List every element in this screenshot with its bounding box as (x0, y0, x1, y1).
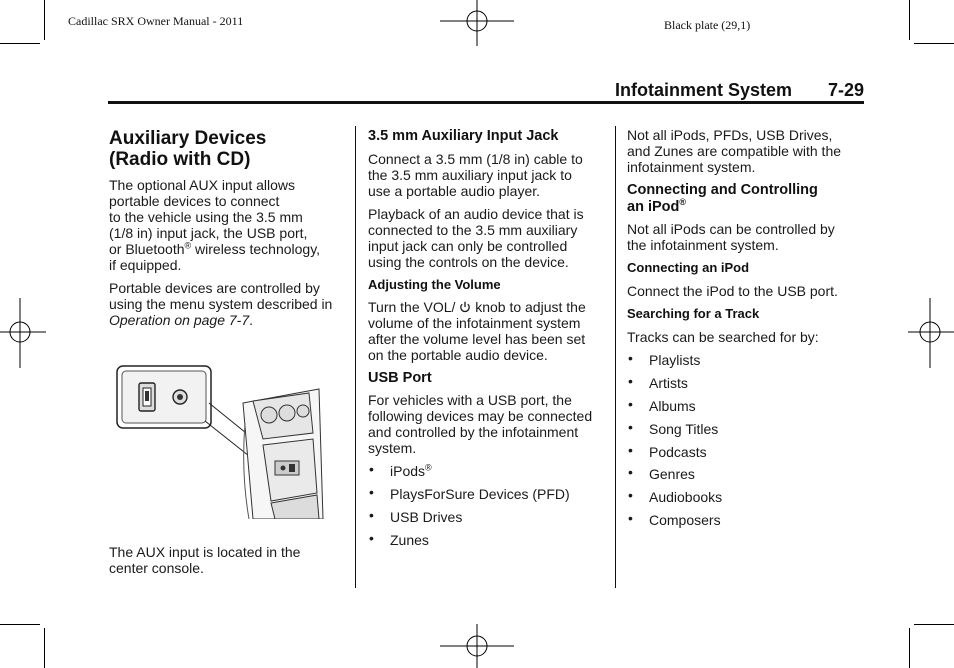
power-icon (459, 301, 471, 313)
section-title: Infotainment System (615, 80, 793, 100)
crosshair-icon (904, 298, 954, 370)
list-item: • Albums (628, 395, 696, 414)
list-item: • iPods® (369, 461, 432, 479)
operation-page-link[interactable]: Operation on page 7-7 (109, 312, 250, 328)
compatibility-note: Not all iPods, PFDs, USB Drives, and Zunes are compatible with the infotainment system. (627, 127, 842, 175)
list-item: • USB Drives (369, 506, 463, 525)
list-item: • Podcasts (628, 441, 707, 460)
column-1 (109, 128, 349, 335)
crosshair-icon (0, 298, 50, 370)
search-options-list (627, 352, 867, 528)
connecting-ipod-heading: Connecting an iPod (627, 260, 750, 275)
usb-paragraph: For vehicles with a USB port, the following devices may be connected and controlled by the infotainment system. (368, 392, 593, 456)
list-item: • Audiobooks (628, 487, 723, 506)
usb-device-list (368, 463, 608, 548)
auxiliary-devices-heading: Auxiliary Devices (Radio with CD) (109, 128, 267, 170)
column-3 (627, 127, 867, 535)
ipod-control-paragraph: Not all iPods can be controlled by the infotainment system. (627, 221, 835, 253)
column-2 (368, 128, 608, 555)
adjusting-volume-heading: Adjusting the Volume (368, 277, 501, 292)
crosshair-icon (440, 0, 516, 50)
playback-paragraph: Playback of an audio device that is connected to the 3.5 mm auxiliary input jack can only be controlled using the controls on the device. (368, 206, 584, 270)
list-item: • Playlists (628, 350, 701, 368)
list-item: • Zunes (369, 529, 429, 548)
crosshair-icon (440, 622, 516, 668)
page-number: 7-29 (828, 80, 865, 100)
aux-intro-paragraph: The optional AUX input allows portable devices to connect to the vehicle using the 3.5 mm (1/8 in) input jack, the USB port, or Bluetooth® wireless technology, if equipped. (109, 177, 321, 273)
manual-title: Cadillac SRX Owner Manual - 2011 (68, 14, 244, 28)
column-rule (355, 126, 356, 588)
section-divider (108, 101, 864, 104)
connecting-controlling-ipod-heading: Connecting and Controlling an iPod® (627, 182, 818, 215)
list-item: • Composers (628, 510, 721, 529)
list-item: • Song Titles (628, 418, 719, 437)
column-rule (615, 126, 616, 588)
jack-paragraph: Connect a 3.5 mm (1/8 in) cable to the 3.5 mm auxiliary input jack to use a portable audio player. (368, 151, 583, 199)
list-item: • Genres (628, 464, 695, 483)
aux-location-caption: The AUX input is located in the center console. (109, 544, 301, 576)
search-intro-text: Tracks can be searched for by: (627, 329, 819, 345)
connect-ipod-text: Connect the iPod to the USB port. (627, 283, 838, 299)
plate-label: Black plate (29,1) (664, 18, 751, 32)
aux-input-jack-heading: 3.5 mm Auxiliary Input Jack (368, 128, 559, 144)
searching-track-heading: Searching for a Track (627, 306, 760, 321)
list-item: • PlaysForSure Devices (PFD) (369, 483, 570, 502)
center-console-illustration (113, 363, 325, 519)
usb-port-heading: USB Port (368, 370, 432, 386)
list-item: • Artists (628, 372, 688, 391)
volume-paragraph: Turn the VOL/ knob to adjust the volume of the infotainment system after the volume level has been set on the portable audio device. (368, 299, 586, 363)
portable-devices-paragraph: Portable devices are controlled by using the menu system described in Operation on page 7-7. (109, 280, 333, 328)
